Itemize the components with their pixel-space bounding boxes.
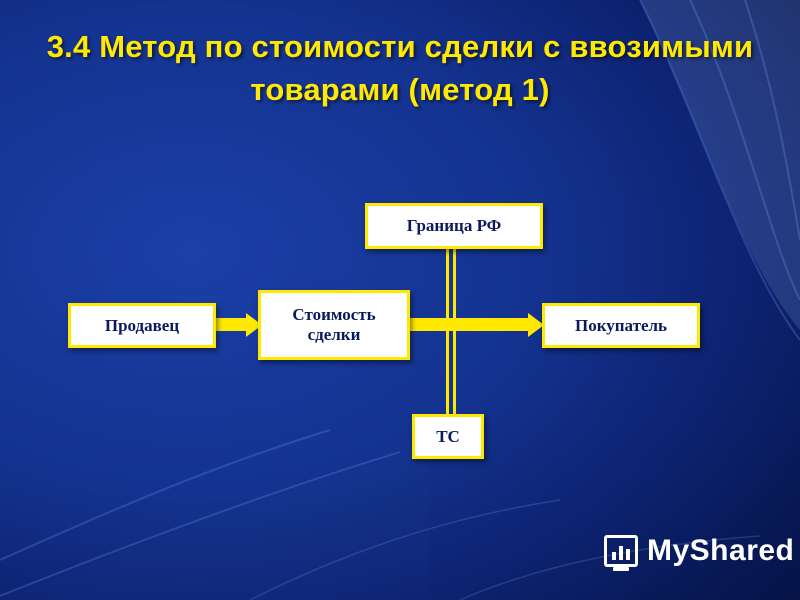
watermark (604, 534, 794, 568)
diagram-node-vehicle: ТС (412, 414, 484, 459)
watermark-label: MyShared (647, 534, 795, 567)
chart-board-icon (604, 535, 638, 567)
diagram-node-buyer: Покупатель (542, 303, 700, 348)
diagram-node-seller: Продавец (68, 303, 216, 348)
connector-border-vehicle-line-1 (446, 249, 449, 414)
diagram-node-transaction-value: Стоимость сделки (258, 290, 410, 360)
page-title: 3.4 Метод по стоимости сделки с ввозимыми товарами (метод 1) (46, 29, 754, 107)
connector-border-vehicle-line-2 (453, 249, 456, 414)
connector-seller-value-shaft (216, 318, 246, 331)
connector-value-buyer-shaft (410, 318, 528, 331)
diagram-node-border: Граница РФ (365, 203, 543, 249)
